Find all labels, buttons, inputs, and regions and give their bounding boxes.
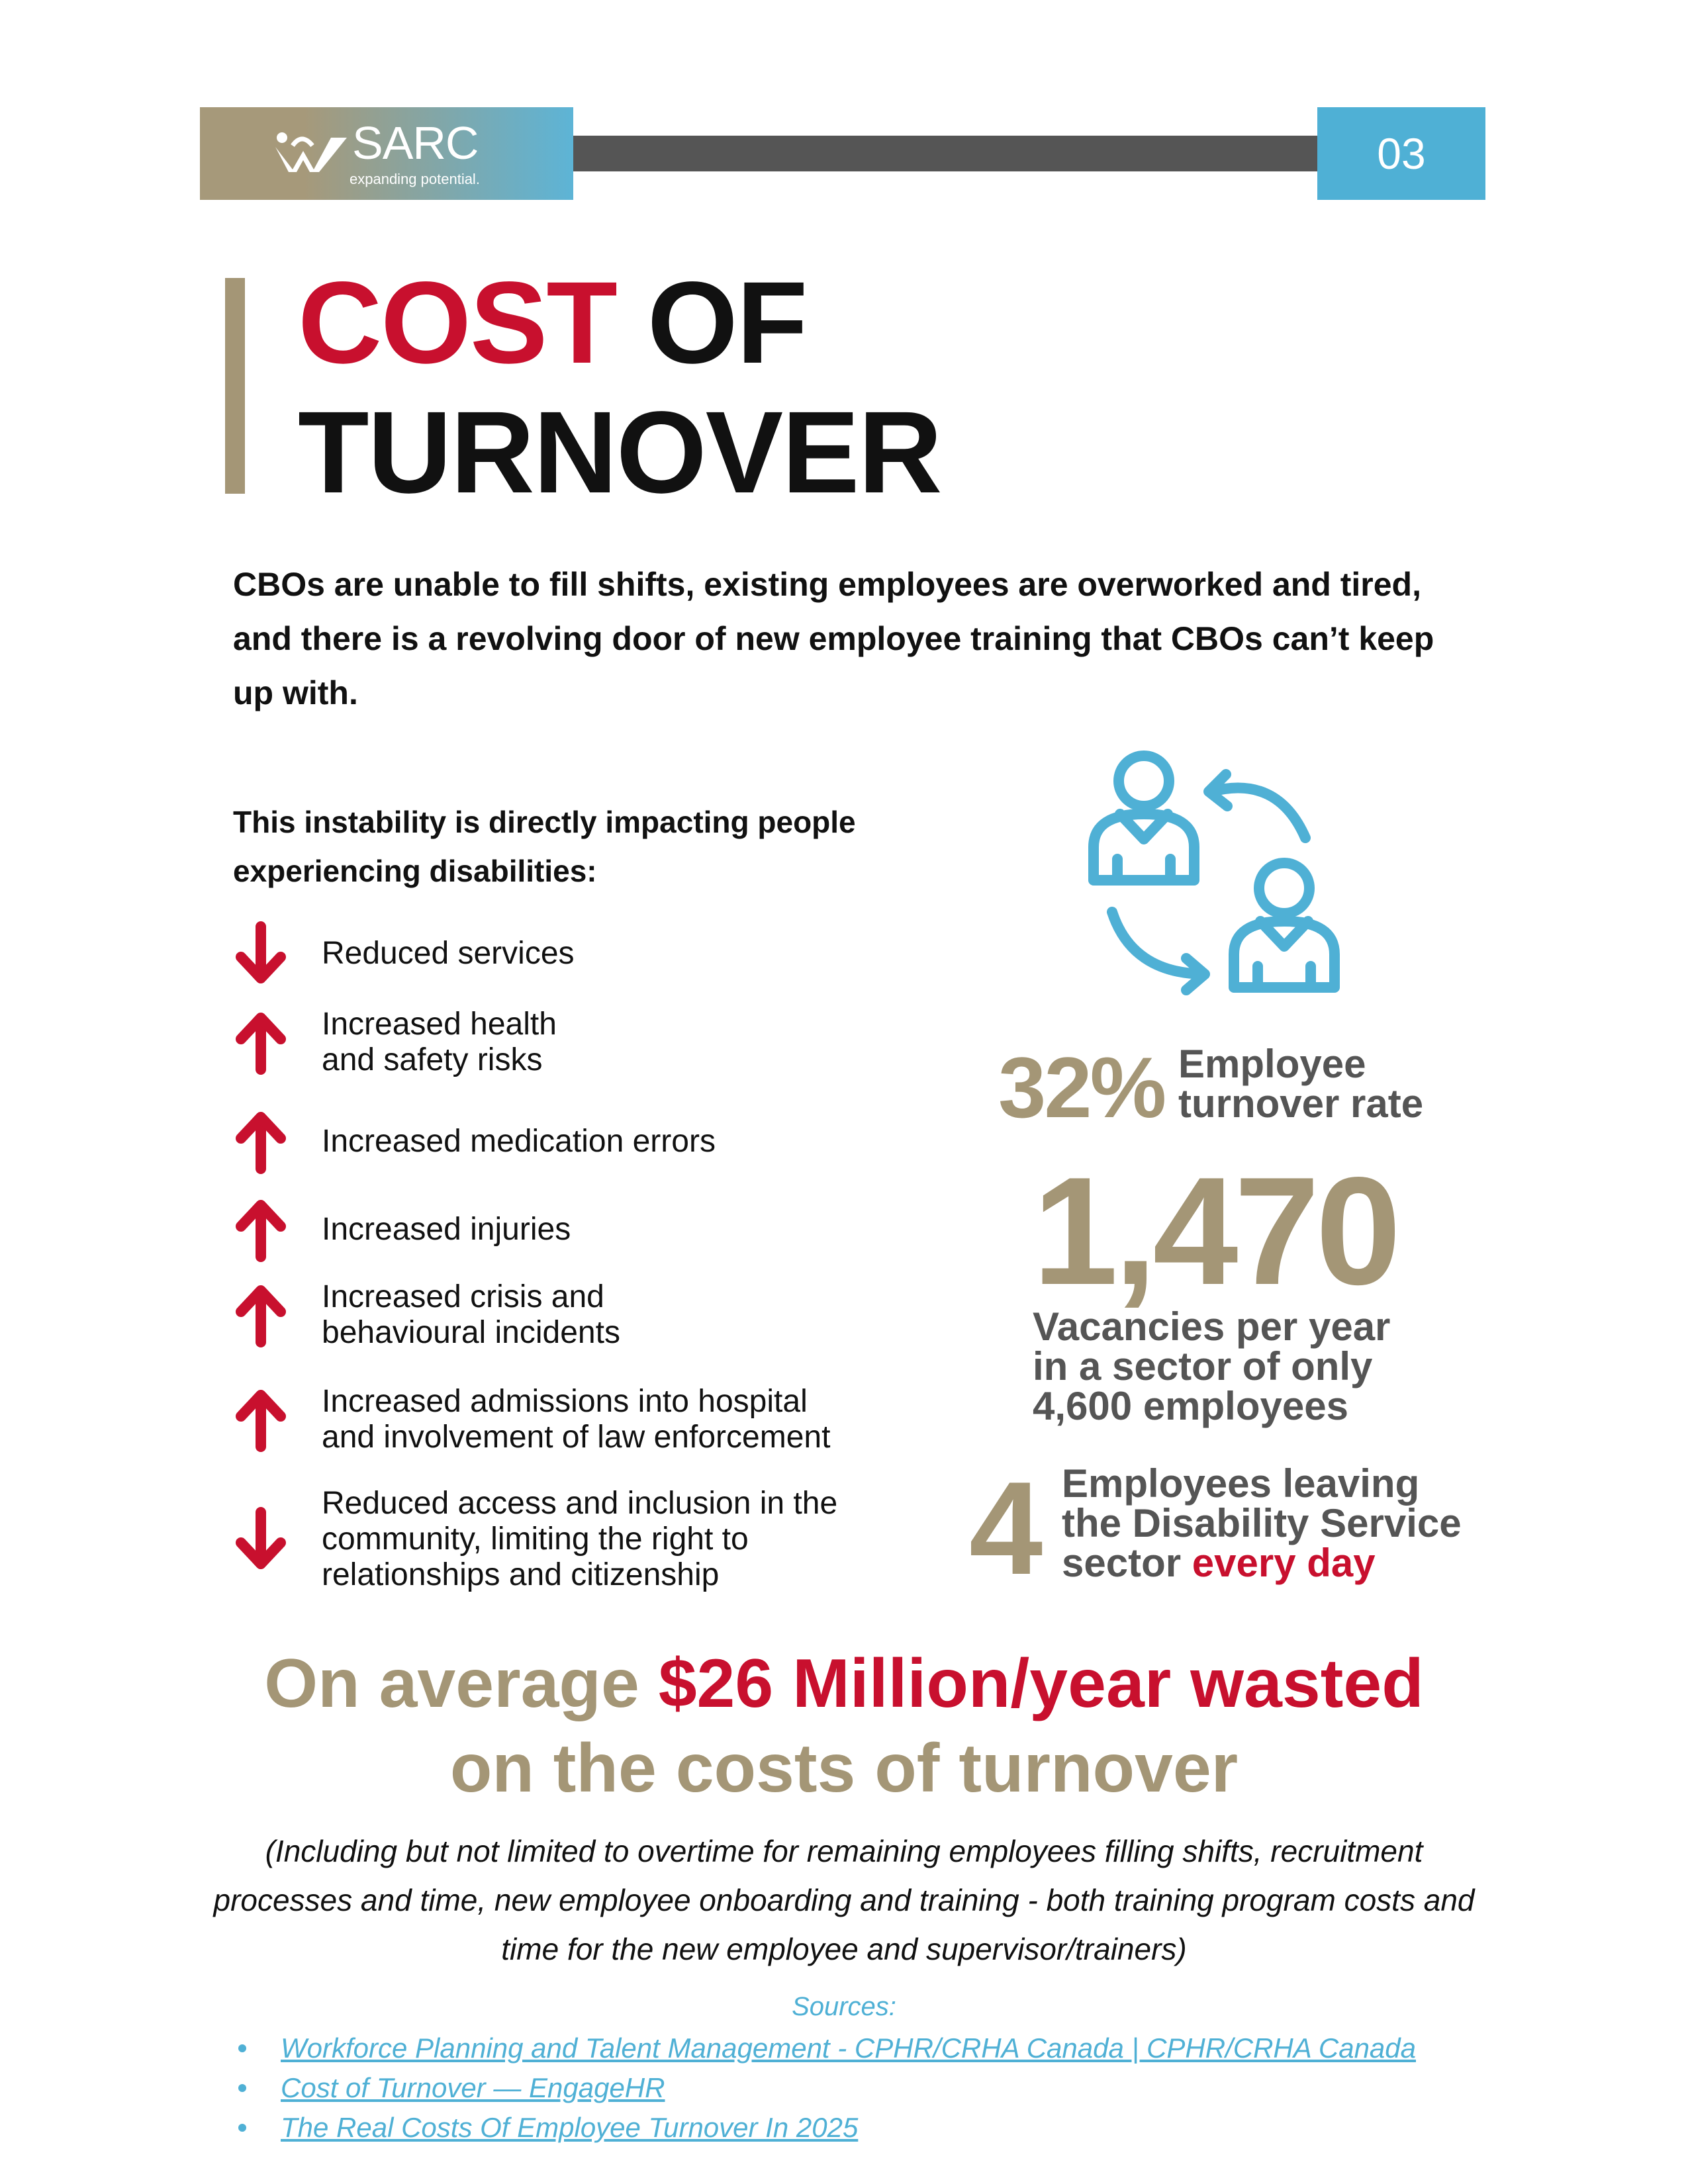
leaving-label-line3-prefix: sector [1062, 1541, 1192, 1585]
arrow-up-icon [233, 1105, 289, 1178]
vacancies-label: Vacancies per year in a sector of only 4,600 employees [1033, 1304, 1391, 1428]
page-number: 03 [1317, 107, 1485, 200]
list-item [233, 1105, 716, 1178]
list-item [238, 2108, 1562, 2148]
turnover-rate-label: Employee turnover rate [1178, 1042, 1424, 1126]
impact-label: Increased injuries [322, 1212, 571, 1247]
source-link[interactable]: Workforce Planning and Talent Management - CPHR/CRHA Canada | CPHR/CRHA Canada [281, 2032, 1417, 2064]
list-item [233, 917, 575, 990]
impacts-heading: This instability is directly impacting people experiencing disabilities: [233, 805, 856, 888]
turnover-rate-value: 32% [998, 1039, 1165, 1136]
headline-line2: on the costs of turnover [449, 1730, 1239, 1807]
list-item [233, 1486, 837, 1593]
arrow-up-icon [233, 1193, 289, 1266]
arrow-down-icon [233, 1503, 289, 1576]
impact-label: Increased medication errors [322, 1124, 716, 1159]
source-link[interactable]: Cost of Turnover — EngageHR [281, 2072, 665, 2103]
title-accent: COST [298, 258, 616, 388]
headline-prefix: On average [264, 1645, 659, 1722]
arrow-down-icon [233, 917, 289, 990]
arrow-up-icon [233, 1279, 289, 1351]
list-item [233, 1383, 830, 1456]
people-cycle-icon [1086, 748, 1364, 1013]
impact-label: Increased admissions into hospital and involvement of law enforcement [322, 1384, 831, 1455]
page-title [298, 258, 941, 518]
leaving-value: 4 [969, 1455, 1043, 1602]
list-item [233, 1279, 620, 1351]
title-line1-rest: OF [616, 258, 807, 388]
intro-paragraph: CBOs are unable to fill shifts, existing employees are overworked and tired, and there is a revolving door of new employee training that CBOs can’t keep up with. [233, 566, 1434, 711]
logo-name: SARC [352, 117, 479, 169]
impact-label: Increased crisis and behavioural incidents [322, 1279, 620, 1350]
list-item [238, 2068, 1562, 2108]
arrow-up-icon [233, 1006, 289, 1079]
impact-label: Increased health and safety risks [322, 1007, 557, 1077]
bullet-icon [238, 2044, 246, 2052]
logo [200, 107, 573, 200]
leaving-label-line1: Employees leaving [1062, 1461, 1420, 1506]
impact-label: Reduced access and inclusion in the community, limiting the right to relationships and citizenship [322, 1486, 838, 1592]
sources-label: Sources: [792, 1992, 896, 2021]
cost-headline [0, 1641, 1688, 1811]
sarc-logo-icon [273, 128, 352, 172]
impact-label: Reduced services [322, 936, 575, 971]
leaving-label-accent: every day [1192, 1541, 1376, 1585]
list-item [233, 1193, 571, 1266]
list-item [233, 1006, 557, 1079]
title-line2: TURNOVER [298, 388, 941, 518]
bullet-icon [238, 2124, 246, 2132]
arrow-up-icon [233, 1383, 289, 1456]
headline-accent: $26 Million/year wasted [658, 1645, 1424, 1722]
header-bar [573, 136, 1317, 171]
cost-footnote: (Including but not limited to overtime for remaining employees filling shifts, recruitment processes and time, new employee onboarding and training - both training program costs and time for the new employee and supervisor/trainers) [213, 1834, 1475, 1966]
logo-tagline: expanding potential. [350, 171, 480, 187]
source-link[interactable]: The Real Costs Of Employee Turnover In 2025 [281, 2112, 859, 2143]
bullet-icon [238, 2084, 246, 2092]
leaving-label-line2: the Disability Service [1062, 1501, 1462, 1545]
title-accent-rule [225, 278, 245, 494]
vacancies-value: 1,470 [1033, 1146, 1397, 1317]
list-item [238, 2028, 1562, 2068]
source-list [238, 2028, 1562, 2148]
leaving-label [1062, 1461, 1462, 1585]
